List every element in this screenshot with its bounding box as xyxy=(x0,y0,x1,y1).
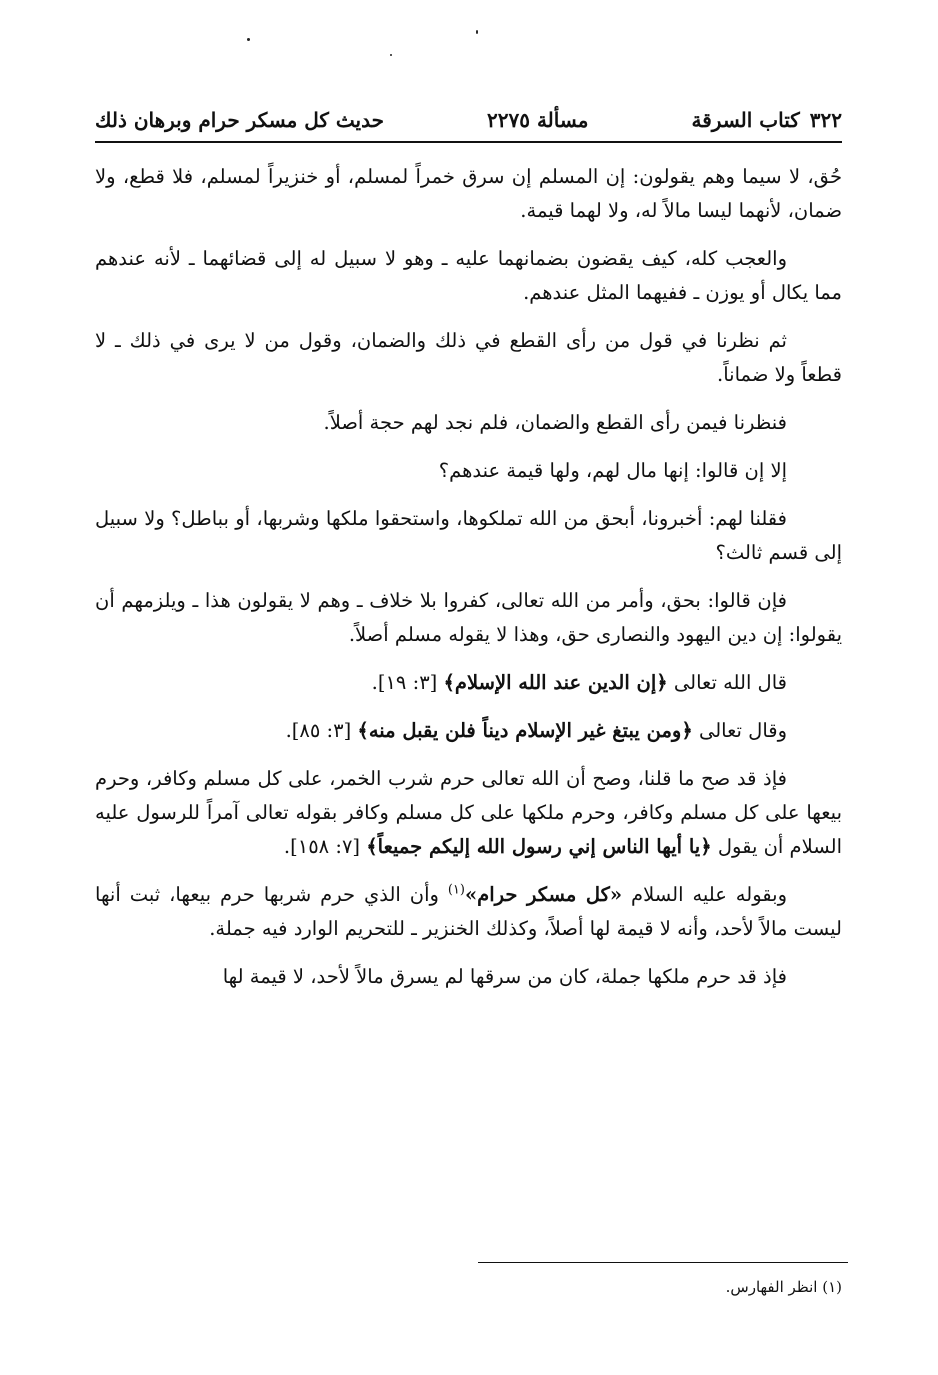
running-header xyxy=(95,100,842,140)
page-number: ٣٢٢ xyxy=(809,108,842,132)
verse-reference: [٣: ١٩]. xyxy=(371,671,444,694)
scan-speck xyxy=(390,54,392,56)
hadith-quote: «كل مسكر حرام» xyxy=(464,883,623,906)
scan-speck xyxy=(476,30,478,34)
paragraph: فإن قالوا: بحق، وأمر من الله تعالى، كفروا بلا خلاف ـ وهم لا يقولون هذا ـ ويلزمهم أن يقولوا: إن دين اليهود والنصارى حق، وهذا لا يقوله مسلم أصلاً. xyxy=(95,589,842,646)
paragraph: والعجب كله، كيف يقضون بضمانهما عليه ـ وهو لا سبيل له إلى قضائهما ـ لأنه عندهم مما يكال أو يوزن ـ ففيهما المثل عندهم. xyxy=(95,247,842,304)
paragraph-text: قال الله تعالى xyxy=(667,671,787,694)
paragraph-text: وأن الذي حرم شربها حرم بيعها، ثبت أنها ليست مالاً لأحد، وأنه لا قيمة لها أصلاً، وكذلك الخنزير ـ للتحريم الوارد فيه جملة. xyxy=(95,883,842,940)
footnote: (١) انظر الفهارس. xyxy=(725,1278,842,1296)
book-title: كتاب السرقة xyxy=(691,108,800,132)
quran-verse: ﴿إن الدين عند الله الإسلام﴾ xyxy=(443,671,668,694)
verse-reference: [٧: ١٥٨]. xyxy=(283,835,367,858)
paragraph xyxy=(95,762,842,864)
paragraph: ثم نظرنا في قول من رأى القطع في ذلك والضمان، وقول من لا يرى في ذلك ـ لا قطعاً ولا ضماناً. xyxy=(95,329,842,386)
scan-speck xyxy=(247,38,250,41)
main-text xyxy=(95,160,842,1008)
paragraph: فنظرنا فيمن رأى القطع والضمان، فلم نجد لهم حجة أصلاً. xyxy=(323,411,787,434)
paragraph xyxy=(95,714,842,748)
paragraph xyxy=(95,666,842,700)
section-title: حديث كل مسكر حرام وبرهان ذلك xyxy=(95,108,384,132)
paragraph: إلا إن قالوا: إنها مال لهم، ولها قيمة عندهم؟ xyxy=(438,459,787,482)
quran-verse: ﴿يا أيها الناس إني رسول الله إليكم جميعاً﴾ xyxy=(366,835,712,858)
paragraph xyxy=(95,878,842,946)
paragraph-text: وقال تعالى xyxy=(692,719,787,742)
paragraph: حُق، لا سيما وهم يقولون: إن المسلم إن سرق خمراً لمسلم، أو خنزيراً لمسلم، فلا قطع، ولا ضمان، لأنهما ليسا مالاً له، ولا لهما قيمة. xyxy=(95,165,842,222)
header-right-group xyxy=(692,108,843,132)
footnote-marker[interactable]: (١) xyxy=(447,882,465,898)
paragraph: فإذ قد حرم ملكها جملة، كان من سرقها لم يسرق مالاً لأحد، لا قيمة لها xyxy=(222,965,787,988)
paragraph-text: وبقوله عليه السلام xyxy=(622,883,787,906)
quran-verse: ﴿ومن يبتغ غير الإسلام ديناً فلن يقبل منه﴾ xyxy=(357,719,693,742)
footnote-rule xyxy=(478,1262,848,1263)
verse-reference: [٣: ٨٥]. xyxy=(285,719,358,742)
issue-number: مسألة ٢٢٧٥ xyxy=(487,108,589,132)
paragraph-text: فإذ قد صح ما قلنا، وصح أن الله تعالى حرم شرب الخمر، على كل مسلم وكافر، وحرم بيعها على كل مسلم وكافر، وحرم ملكها على كل مسلم وكافر بقوله تعالى آمراً للرسول عليه السلام أن يقول xyxy=(95,767,842,858)
paragraph: فقلنا لهم: أخبرونا، أبحق من الله تملكوها، واستحقوا ملكها وشربها، أو بباطل؟ ولا سبيل إلى قسم ثالث؟ xyxy=(95,507,842,564)
header-rule xyxy=(95,141,842,143)
